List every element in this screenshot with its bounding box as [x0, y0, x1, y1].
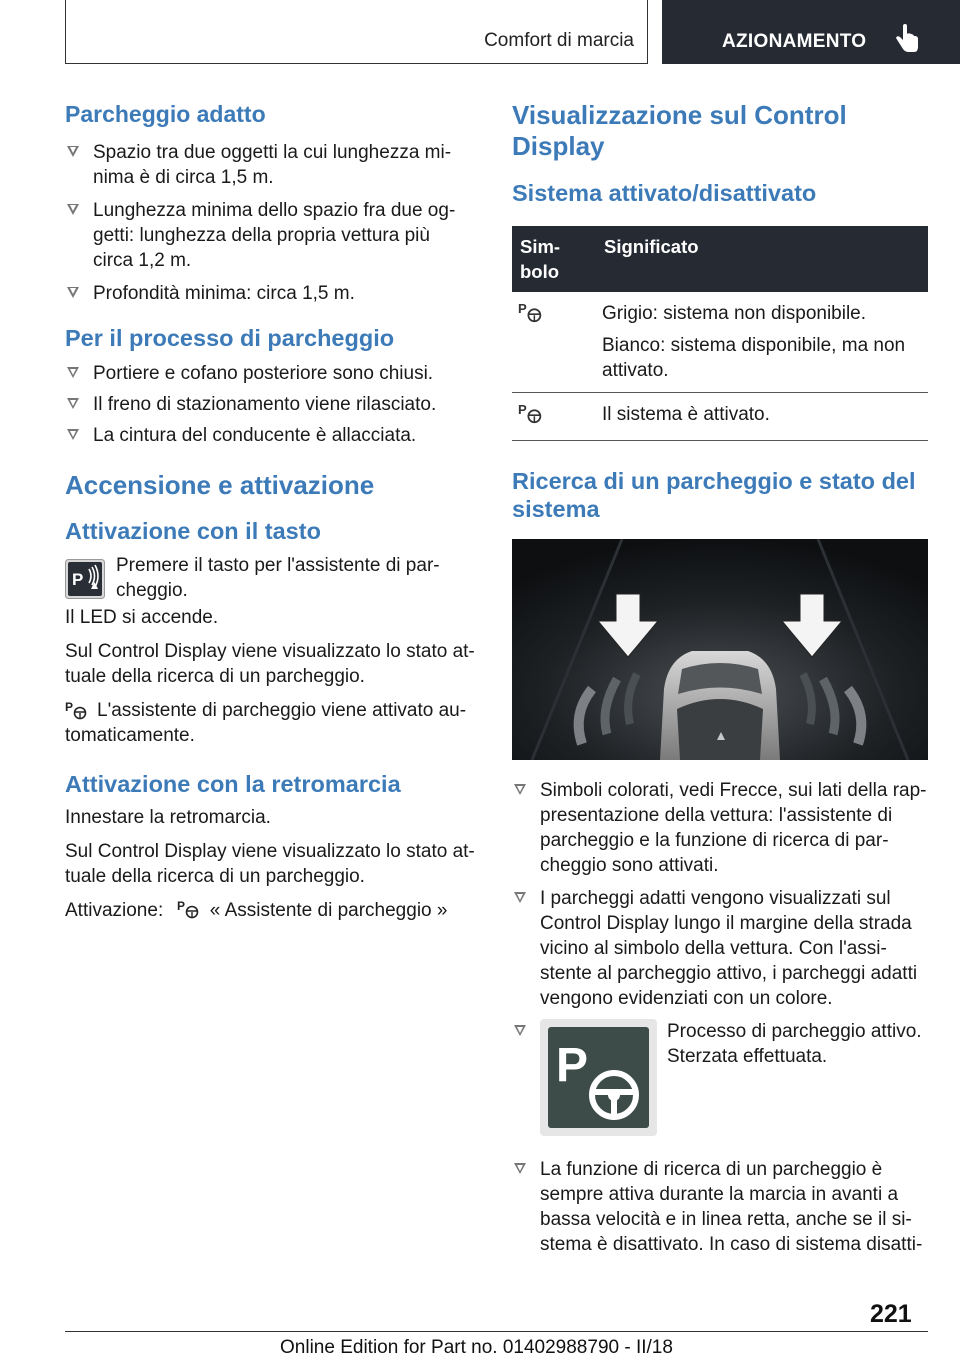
bullet-triangle-icon	[514, 784, 526, 795]
bullet-triangle-icon	[514, 1025, 526, 1036]
list-item: Profondità minima: circa 1,5 m.	[65, 281, 475, 306]
footer-divider	[65, 1331, 928, 1332]
park-assist-icon	[177, 899, 199, 919]
meaning-gray: Grigio: sistema non disponibile.	[602, 303, 867, 325]
park-assist-active-icon	[518, 402, 542, 424]
list-item: Lunghezza minima dello spazio fra due og-getti: lunghezza della propria vettura più circa 1,2 m.	[65, 198, 475, 273]
heading-ricerca: Ricerca di un parcheggio e stato del sistema	[512, 468, 916, 523]
list-item: La funzione di ricerca di un parcheggio è sempre attiva durante la marcia in avanti a bassa velocità e in linea retta, anche se il si-stema è disattivato. In caso di sistema disatti-	[512, 1157, 928, 1257]
bullet-triangle-icon	[67, 146, 79, 157]
page-number: 221	[870, 1300, 912, 1328]
header-section-title: Comfort di marcia	[65, 0, 648, 64]
attivazione-line: Attivazione: P « Assistente di parcheggio »	[65, 899, 448, 922]
list-item: Portiere e cofano posteriore sono chiusi.	[65, 361, 475, 386]
symbol-table	[512, 226, 928, 441]
control-display-text: Sul Control Display viene visualizzato lo stato at-tuale della ricerca di un parcheggio.	[65, 640, 475, 687]
list-item: Il freno di stazionamento viene rilasciato.	[65, 392, 475, 417]
heading-visualizzazione: Visualizzazione sul Control Display	[512, 100, 847, 161]
control-display-text: Sul Control Display viene visualizzato lo stato at-tuale della ricerca di un parcheggio.	[65, 841, 475, 888]
button-instruction	[65, 553, 475, 605]
list-item: I parcheggi adatti vengono visualizzati sul Control Display lungo il margine della strada vicino al simbolo della vettura. Con l'assi-stente al parcheggio attivo, i parcheggi adatti vengono evidenziati con un colore.	[512, 886, 928, 1011]
list-item: Spazio tra due oggetti la cui lunghezza mi-nima è di circa 1,5 m.	[65, 140, 475, 190]
heading-sistema: Sistema attivato/disattivato	[512, 180, 817, 206]
heading-parcheggio-adatto: Parcheggio adatto	[65, 101, 266, 127]
bullet-triangle-icon	[67, 204, 79, 215]
park-assist-gray-icon	[518, 301, 542, 323]
hand-pointer-icon	[894, 24, 920, 54]
table-row	[512, 393, 928, 441]
heading-attivazione-tasto: Attivazione con il tasto	[65, 518, 321, 545]
retro-text: Innestare la retromarcia.	[65, 807, 271, 829]
auto-activation-text: P L'assistente di parcheggio viene attivato au-tomaticamente.	[65, 699, 467, 746]
right-column	[512, 100, 928, 1257]
control-display-illustration	[512, 539, 928, 760]
bullet-triangle-icon	[514, 1163, 526, 1174]
bullet-triangle-icon	[67, 287, 79, 298]
svg-text:P: P	[518, 301, 527, 317]
svg-text:P: P	[72, 569, 84, 589]
bullet-triangle-icon	[67, 429, 79, 440]
svg-text:P: P	[65, 699, 74, 714]
park-assist-button-icon	[65, 559, 105, 599]
list-item: Simboli colorati, vedi Frecce, sui lati della rap-presentazione della vettura: l'assistente di parcheggio e la funzione di ricerca di par-cheggio sono attivati.	[512, 778, 928, 878]
processo-text: Processo di parcheggio attivo. Sterzata effettuata.	[667, 1021, 922, 1068]
parking-steering-icon	[540, 1019, 657, 1136]
meaning-active: Il sistema è attivato.	[596, 393, 928, 441]
meaning-white: Bianco: sistema disponibile, ma non attivato.	[602, 335, 906, 382]
svg-text:P: P	[176, 899, 185, 914]
led-text: Il LED si accende.	[65, 606, 219, 628]
heading-retromarcia: Attivazione con la retromarcia	[65, 770, 401, 797]
tasto-text: Premere il tasto per l'assistente di par-cheggio.	[116, 554, 440, 601]
park-assist-icon	[65, 700, 87, 720]
table-row	[512, 292, 928, 393]
left-column	[65, 100, 475, 923]
heading-accensione: Accensione e attivazione	[65, 470, 375, 501]
bullet-triangle-icon	[67, 367, 79, 378]
table-header-meaning: Significato	[596, 226, 928, 292]
bullet-triangle-icon	[67, 398, 79, 409]
list-item	[512, 1019, 928, 1143]
svg-text:P: P	[556, 1039, 589, 1093]
car-top-view	[660, 651, 780, 760]
svg-text:P: P	[518, 402, 527, 418]
heading-processo-parcheggio: Per il processo di parcheggio	[65, 324, 395, 351]
list-item: La cintura del conducente è allacciata.	[65, 423, 475, 448]
bullet-triangle-icon	[514, 892, 526, 903]
header-chapter-tab	[662, 0, 960, 64]
footer-edition: Online Edition for Part no. 01402988790 - II/18	[280, 1337, 673, 1358]
table-header-symbol: Sim- bolo	[512, 226, 596, 292]
header-chapter-label: AZIONAMENTO	[722, 31, 867, 52]
